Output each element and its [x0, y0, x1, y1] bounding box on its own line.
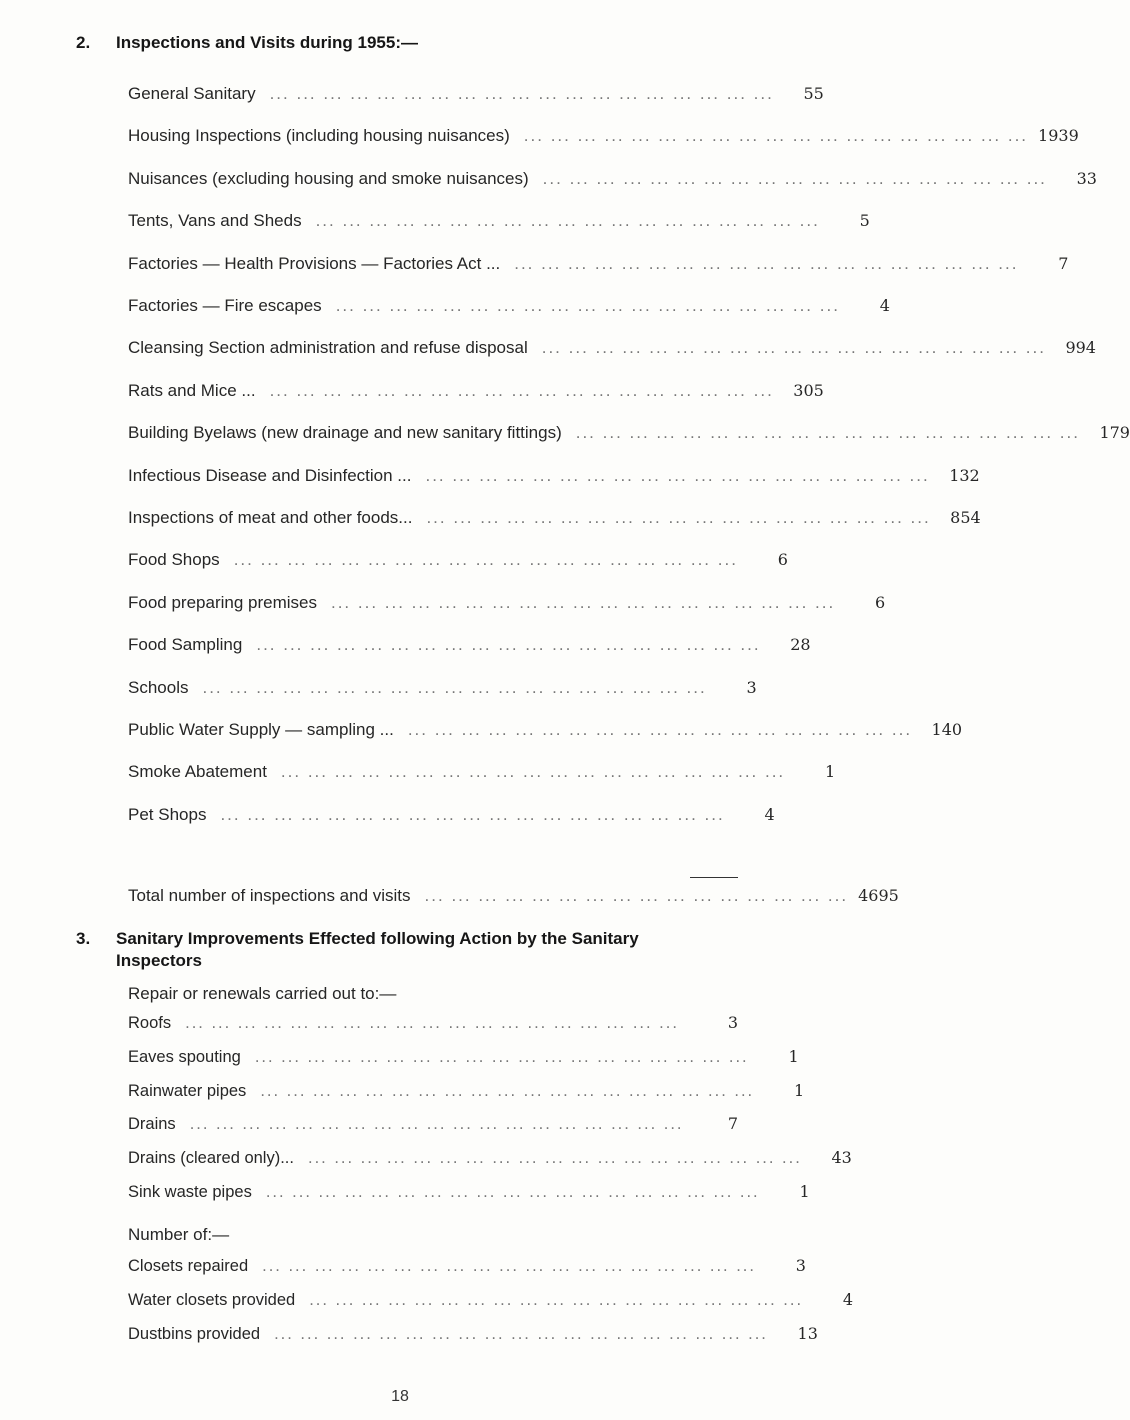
leader-dots: ... ... ... ... ... ... ... ... ... ... ... ... ... ... ... ... ... ... ...: [254, 1047, 749, 1066]
list-item: [128, 1013, 738, 1043]
leader-dots: ... ... ... ... ... ... ... ... ... ... ... ... ... ... ... ... ... ... ...: [185, 1014, 679, 1032]
list-item: [128, 1114, 738, 1144]
list-item: [128, 762, 836, 792]
leader-dots: ... ... ... ... ... ... ... ... ... ... ... ... ... ... ... ... ... ... ...: [280, 762, 786, 782]
item-label: Food preparing premises: [128, 592, 317, 612]
leader-dots: ... ... ... ... ... ... ... ... ... ... ... ... ... ... ... ... ... ... ...: [189, 1115, 684, 1134]
total-rule: [690, 877, 738, 878]
item-label: Smoke Abatement: [128, 762, 267, 782]
list-item: [128, 804, 775, 835]
item-value: 7: [1058, 253, 1069, 273]
section-3-title-line1: Sanitary Improvements Effected following Action by the Sanitary: [116, 929, 639, 948]
list-item: [128, 1290, 854, 1320]
list-item: [128, 126, 1079, 156]
leader-dots: ... ... ... ... ... ... ... ... ... ... ... ... ... ... ... ... ... ... ...: [256, 635, 761, 655]
leader-dots: ... ... ... ... ... ... ... ... ... ... ... ... ... ... ... ... ... ... ...: [335, 296, 840, 315]
leader-dots: ... ... ... ... ... ... ... ... ... ... ... ... ... ... ... ... ... ... ...: [265, 1183, 760, 1201]
item-label: Housing Inspections (including housing nuisances): [128, 126, 510, 146]
leader-dots: ... ... ... ... ... ... ... ... ... ... ... ... ... ... ... ... ... ... ...: [575, 423, 1080, 443]
list-item: [128, 677, 757, 708]
item-value: 3: [746, 677, 757, 697]
item-label: Tents, Vans and Sheds: [128, 211, 302, 231]
item-value: 1: [788, 1046, 799, 1066]
list-item: [128, 1148, 852, 1178]
leader-dots: ... ... ... ... ... ... ... ... ... ... ... ... ... ... ... ... ... ... ...: [523, 126, 1029, 146]
item-label: Dustbins provided: [128, 1325, 261, 1343]
item-label: Schools: [128, 677, 189, 697]
item-label: Cleansing Section administration and refuse disposal: [128, 338, 528, 358]
leader-dots: ... ... ... ... ... ... ... ... ... ... ... ... ... ... ... ... ... ... ...: [274, 1325, 768, 1343]
list-item: [128, 168, 1097, 199]
item-value: 179: [1099, 423, 1130, 443]
list-item: [128, 1046, 799, 1077]
list-item: [128, 338, 1096, 368]
list-item: [128, 550, 788, 580]
leader-dots: ... ... ... ... ... ... ... ... ... ... ... ... ... ... ... ...: [424, 886, 849, 905]
item-value: 28: [790, 635, 811, 655]
item-label: Factories — Health Provisions — Factories Act ...: [128, 253, 501, 273]
section-3-heading: [76, 928, 776, 972]
item-value: 994: [1065, 338, 1096, 358]
list-item: [128, 508, 981, 538]
list-item: [128, 253, 1069, 284]
item-value: 4: [879, 296, 890, 315]
item-value: 140: [931, 720, 963, 739]
item-label: Nuisances (excluding housing and smoke nuisances): [128, 168, 529, 188]
list-item: [128, 84, 824, 114]
item-label: Water closets provided: [128, 1291, 296, 1309]
leader-dots: ... ... ... ... ... ... ... ... ... ... ... ... ... ... ... ... ... ... ...: [233, 550, 738, 570]
leader-dots: ... ... ... ... ... ... ... ... ... ... ... ... ... ... ... ... ... ... ...: [407, 720, 913, 739]
item-label: Infectious Disease and Disinfection ...: [128, 465, 412, 485]
item-value: 13: [797, 1324, 818, 1343]
item-label: Building Byelaws (new drainage and new sanitary fittings): [128, 423, 562, 443]
item-label: Factories — Fire escapes: [128, 296, 322, 315]
page-number: 18: [391, 1388, 409, 1405]
item-value: 1939: [1038, 126, 1079, 146]
leader-dots: ... ... ... ... ... ... ... ... ... ... ... ... ... ... ... ... ... ... ...: [202, 677, 707, 697]
item-label: General Sanitary: [128, 84, 256, 103]
item-value: 55: [803, 84, 824, 103]
item-label: Pet Shops: [128, 804, 207, 824]
list-item: [128, 720, 963, 750]
leader-dots: ... ... ... ... ... ... ... ... ... ... ... ... ... ... ... ... ... ... ...: [307, 1149, 802, 1168]
section-3-number: 3.: [76, 929, 91, 948]
list-item: [128, 380, 824, 411]
leader-dots: ... ... ... ... ... ... ... ... ... ... ... ... ... ... ... ... ... ... ...: [315, 211, 820, 231]
item-value: 1: [793, 1080, 805, 1100]
leader-dots: ... ... ... ... ... ... ... ... ... ... ... ... ... ... ... ... ... ... ...: [542, 168, 1047, 188]
leader-dots: ... ... ... ... ... ... ... ... ... ... ... ... ... ... ... ... ... ... ...: [262, 1257, 756, 1275]
list-item: [128, 1182, 810, 1212]
item-value: 3: [727, 1013, 738, 1032]
leader-dots: ... ... ... ... ... ... ... ... ... ... ... ... ... ... ... ... ... ... ...: [269, 380, 774, 400]
item-value: 4: [764, 804, 775, 824]
leader-dots: ... ... ... ... ... ... ... ... ... ... ... ... ... ... ... ... ... ... ...: [269, 84, 774, 103]
item-label: Eaves spouting: [128, 1047, 241, 1066]
item-label: Drains (cleared only)...: [128, 1149, 294, 1168]
item-value: 3: [795, 1256, 806, 1275]
leader-dots: ... ... ... ... ... ... ... ... ... ... ... ... ... ... ... ... ... ... ...: [426, 508, 931, 527]
number-intro: Number of:—: [128, 1225, 230, 1244]
section-2-title: Inspections and Visits during 1955:—: [116, 33, 418, 52]
total-value: 4695: [858, 886, 899, 905]
item-value: 1: [799, 1182, 810, 1201]
item-label: Closets repaired: [128, 1257, 249, 1275]
list-item: [128, 465, 980, 496]
total-row: [128, 886, 899, 916]
leader-dots: ... ... ... ... ... ... ... ... ... ... ... ... ... ... ... ... ... ... ...: [260, 1081, 755, 1100]
item-value: 5: [859, 211, 870, 231]
item-label: Rainwater pipes: [128, 1081, 247, 1100]
list-item: [128, 592, 886, 623]
item-label: Food Shops: [128, 550, 220, 570]
item-value: 33: [1076, 168, 1097, 188]
list-item: [128, 1080, 805, 1111]
leader-dots: ... ... ... ... ... ... ... ... ... ... ... ... ... ... ... ... ... ... ...: [330, 592, 836, 612]
item-value: 43: [831, 1148, 852, 1168]
item-value: 7: [727, 1114, 738, 1134]
leader-dots: ... ... ... ... ... ... ... ... ... ... ... ... ... ... ... ... ... ... ...: [514, 253, 1019, 273]
list-item: [128, 296, 890, 326]
list-item: [128, 635, 811, 665]
item-value: 1: [824, 762, 836, 782]
item-label: Drains: [128, 1115, 176, 1134]
list-item: [128, 1256, 806, 1286]
leader-dots: ... ... ... ... ... ... ... ... ... ... ... ... ... ... ... ... ... ... ...: [541, 338, 1046, 358]
item-label: Roofs: [128, 1014, 172, 1032]
leader-dots: ... ... ... ... ... ... ... ... ... ... ... ... ... ... ... ... ... ... ...: [309, 1291, 804, 1309]
total-label: Total number of inspections and visits: [128, 886, 411, 905]
section-3-title-line2: Inspectors: [116, 951, 202, 970]
leader-dots: ... ... ... ... ... ... ... ... ... ... ... ... ... ... ... ... ... ... ...: [220, 804, 725, 824]
section-2-heading: [76, 32, 418, 54]
list-item: [128, 1324, 818, 1354]
item-value: 132: [949, 465, 980, 485]
section-2-number: 2.: [76, 33, 91, 52]
item-label: Inspections of meat and other foods...: [128, 508, 413, 527]
repair-intro: Repair or renewals carried out to:—: [128, 984, 397, 1003]
item-value: 6: [875, 592, 886, 612]
item-label: Sink waste pipes: [128, 1183, 252, 1201]
item-value: 854: [950, 508, 981, 527]
item-value: 305: [793, 380, 824, 400]
item-label: Food Sampling: [128, 635, 243, 655]
leader-dots: ... ... ... ... ... ... ... ... ... ... ... ... ... ... ... ... ... ... ...: [425, 465, 930, 485]
item-label: Public Water Supply — sampling ...: [128, 720, 394, 739]
item-label: Rats and Mice ...: [128, 380, 256, 400]
item-value: 6: [777, 550, 788, 570]
list-item: [128, 211, 870, 241]
list-item: [128, 423, 1130, 453]
item-value: 4: [842, 1290, 854, 1309]
